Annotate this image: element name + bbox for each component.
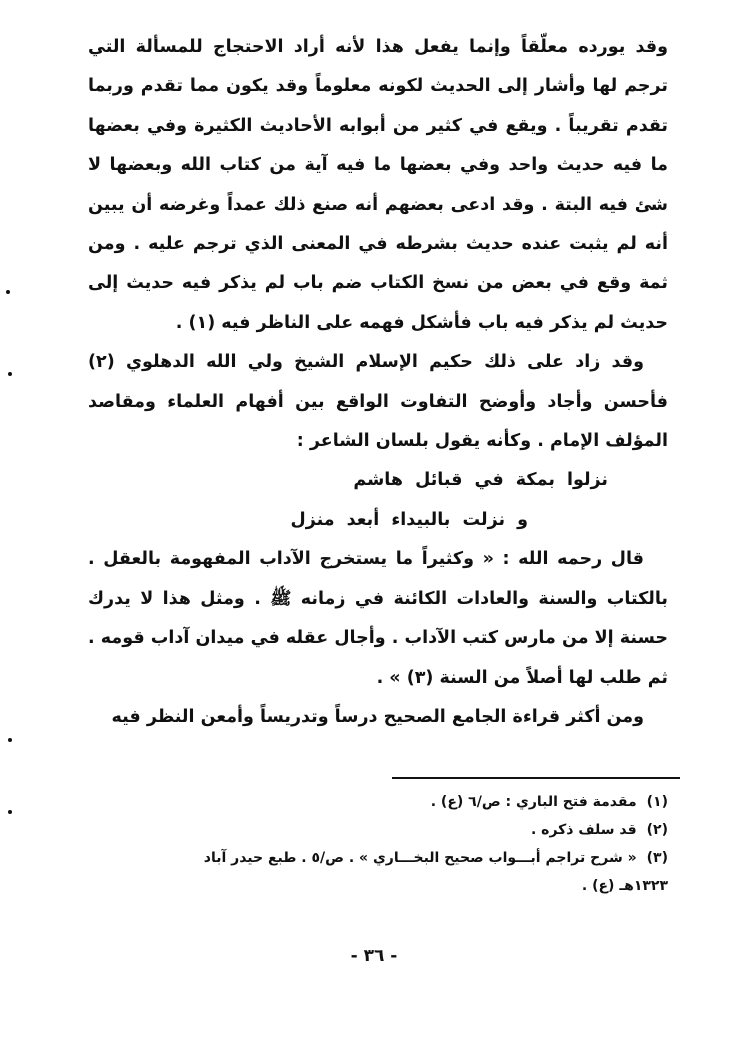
verse-line-2: و نزلت بالبيداء أبعد منزل — [290, 509, 528, 530]
margin-speck — [8, 738, 12, 742]
main-text — [88, 28, 668, 737]
footnotes — [108, 788, 668, 900]
paragraph-3: قال رحمه الله : « وكثيراً ما يستخرج الآداب المفهومة بالعقل . بالكتاب والسنة والعادات الكائنة في زمانه ﷺ . ومثل هذا لا يدرك حسنة إلا من مارس كتب الآداب . وأجال عقله في ميدان آداب قومه . ثم طلب لها أصلاً من السنة (٣) » . — [88, 549, 668, 688]
footnote-text: « شرح تراجم أبـــواب صحيح البخـــاري » . ص/٥ . طبع حيدر آباد — [203, 850, 637, 866]
footnote-text: مقدمة فتح الباري : ص/٦ (ع) . — [430, 794, 637, 810]
verse-line-1: نزلوا بمكة في قبائل هاشم — [353, 470, 608, 491]
footnote-number: (١) — [646, 794, 668, 810]
footnote-text: قد سلف ذكره . — [530, 822, 637, 838]
page-number: - ٣٦ - — [350, 946, 398, 966]
margin-speck — [8, 810, 12, 814]
footnote-3 — [108, 844, 668, 872]
footnote-2 — [108, 816, 668, 844]
footnote-number: (٣) — [646, 850, 668, 866]
margin-speck — [8, 372, 12, 376]
paragraph-1: وقد يورده معلّقاً وإنما يفعل هذا لأنه أراد الاحتجاج للمسألة التي ترجم لها وأشار إلى الحديث لكونه معلوماً وقد يكون مما تقدم وربما تقدم تقريباً . ويقع في كثير من أبوابه الأحاديث الكثيرة وفي بعضها ما فيه حديث واحد وفي بعضها ما فيه آية من كتاب الله وبعضها لا شئ فيه البتة . وقد ادعى بعضهم أنه صنع ذلك عمداً وغرضه أن يبين أنه لم يثبت عنده حديث بشرطه في المعنى الذي ترجم عليه . ومن ثمة وقع في بعض من نسخ الكتاب ضم باب لم يذكر فيه حديث إلى حديث لم يذكر فيه باب فأشكل فهمه على الناظر فيه (١) . — [88, 37, 668, 333]
footnote-divider — [392, 777, 680, 779]
margin-speck — [6, 290, 10, 294]
paragraph-4: ومن أكثر قراءة الجامع الصحيح درساً وتدريساً وأمعن النظر فيه — [111, 706, 644, 727]
paragraph-2: وقد زاد على ذلك حكيم الإسلام الشيخ ولي الله الدهلوي (٢) فأحسن وأجاد وأوضح التفاوت الواقع بين أفهام العلماء ومقاصد المؤلف الإمام . وكأنه يقول بلسان الشاعر : — [88, 352, 668, 452]
footnote-3-continuation: ١٣٢٣هـ (ع) . — [581, 878, 668, 894]
footnote-1 — [108, 788, 668, 816]
footnote-number: (٢) — [646, 822, 668, 838]
